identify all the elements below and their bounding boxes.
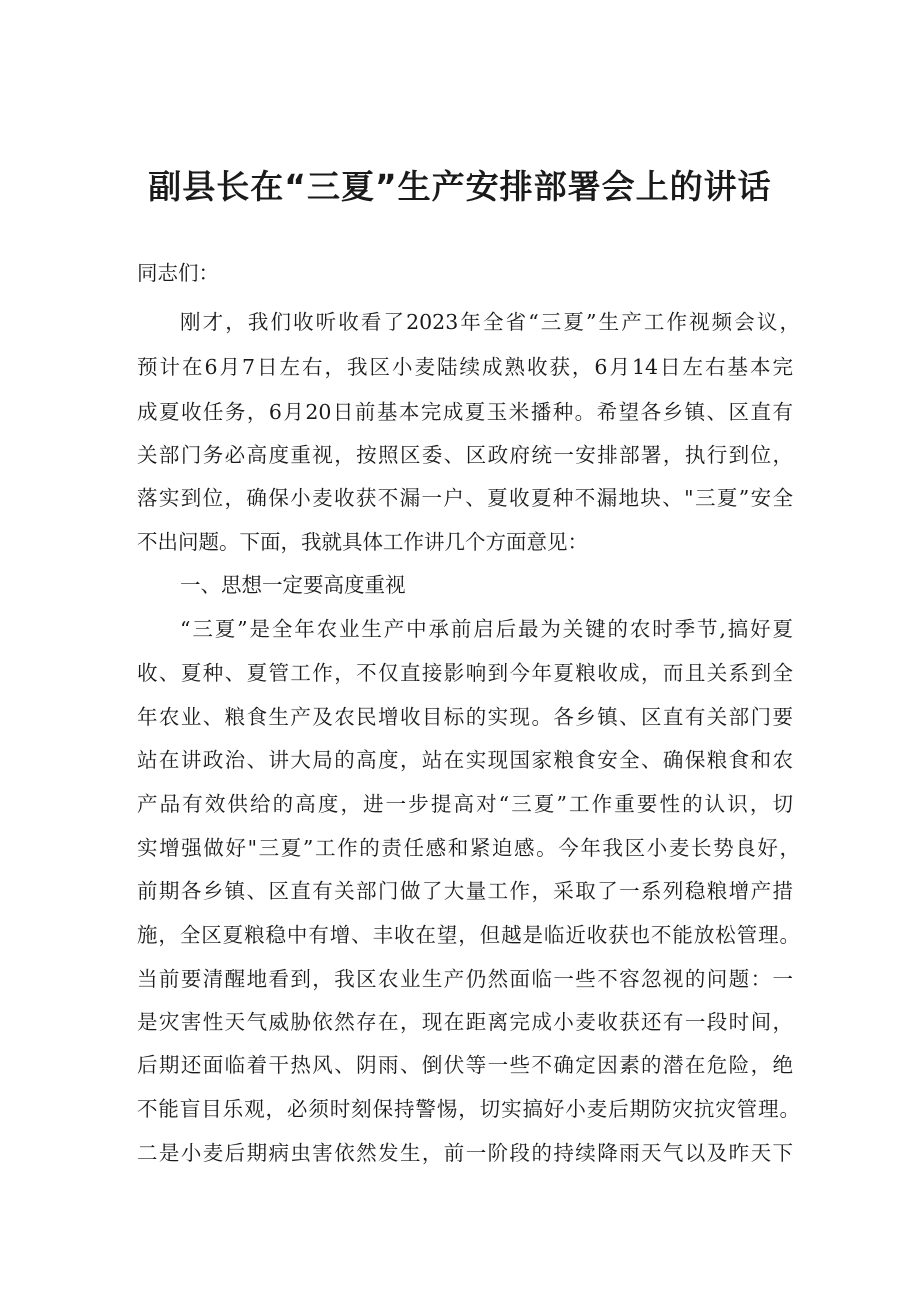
body-line-8: “三夏”是全年农业生产中承前启后最为关键的农时季节,搞好夏 xyxy=(180,617,793,641)
body-line-2: 预计在6月7日左右，我区小麦陆续成熟收获，6月14日左右基本完 xyxy=(137,355,793,379)
body-line-1: 刚才，我们收听收看了2023年全省“三夏”生产工作视频会议， xyxy=(180,310,800,334)
body-line-14: 前期各乡镇、区直有关部门做了大量工作，采取了一系列稳粮增产措 xyxy=(137,879,793,903)
document-title: 副县长在“三夏”生产安排部署会上的讲话 xyxy=(148,167,772,206)
body-line-15: 施，全区夏粮稳中有增、丰收在望，但越是临近收获也不能放松管理。 xyxy=(137,923,800,947)
body-line-10: 年农业、粮食生产及农民增收目标的实现。各乡镇、区直有关部门要 xyxy=(137,705,793,729)
body-line-11: 站在讲政治、讲大局的高度，站在实现国家粮食安全、确保粮食和农 xyxy=(137,748,793,772)
body-line-5: 落实到位，确保小麦收获不漏一户、夏收夏种不漏地块、"三夏”安全 xyxy=(137,486,793,510)
body-line-19: 不能盲目乐观，必须时刻保持警惕，切实搞好小麦后期防灾抗灾管理。 xyxy=(137,1097,800,1121)
salutation: 同志们： xyxy=(137,261,219,285)
body-line-3: 成夏收任务，6月20日前基本完成夏玉米播种。希望各乡镇、区直有 xyxy=(137,400,793,424)
body-line-18: 后期还面临着干热风、阴雨、倒伏等一些不确定因素的潜在危险，绝 xyxy=(137,1053,793,1077)
body-line-6: 不出问题。下面，我就具体工作讲几个方面意见： xyxy=(137,530,588,554)
body-line-17: 是灾害性天气威胁依然存在，现在距离完成小麦收获还有一段时间， xyxy=(137,1010,793,1034)
body-line-20: 二是小麦后期病虫害依然发生，前一阶段的持续降雨天气以及昨天下 xyxy=(137,1141,793,1165)
body-line-9: 收、夏种、夏管工作，不仅直接影响到今年夏粮收成，而且关系到全 xyxy=(137,661,793,685)
body-line-13: 实增强做好"三夏”工作的责任感和紧迫感。今年我区小麦长势良好， xyxy=(137,836,800,860)
section-heading-1: 一、思想一定要高度重视 xyxy=(180,573,406,597)
body-line-4: 关部门务必高度重视，按照区委、区政府统一安排部署，执行到位， xyxy=(137,443,793,467)
body-line-12: 产品有效供给的高度，进一步提高对“三夏”工作重要性的认识，切 xyxy=(137,792,793,816)
body-line-16: 当前要清醒地看到，我区农业生产仍然面临一些不容忽视的问题：一 xyxy=(137,967,793,991)
